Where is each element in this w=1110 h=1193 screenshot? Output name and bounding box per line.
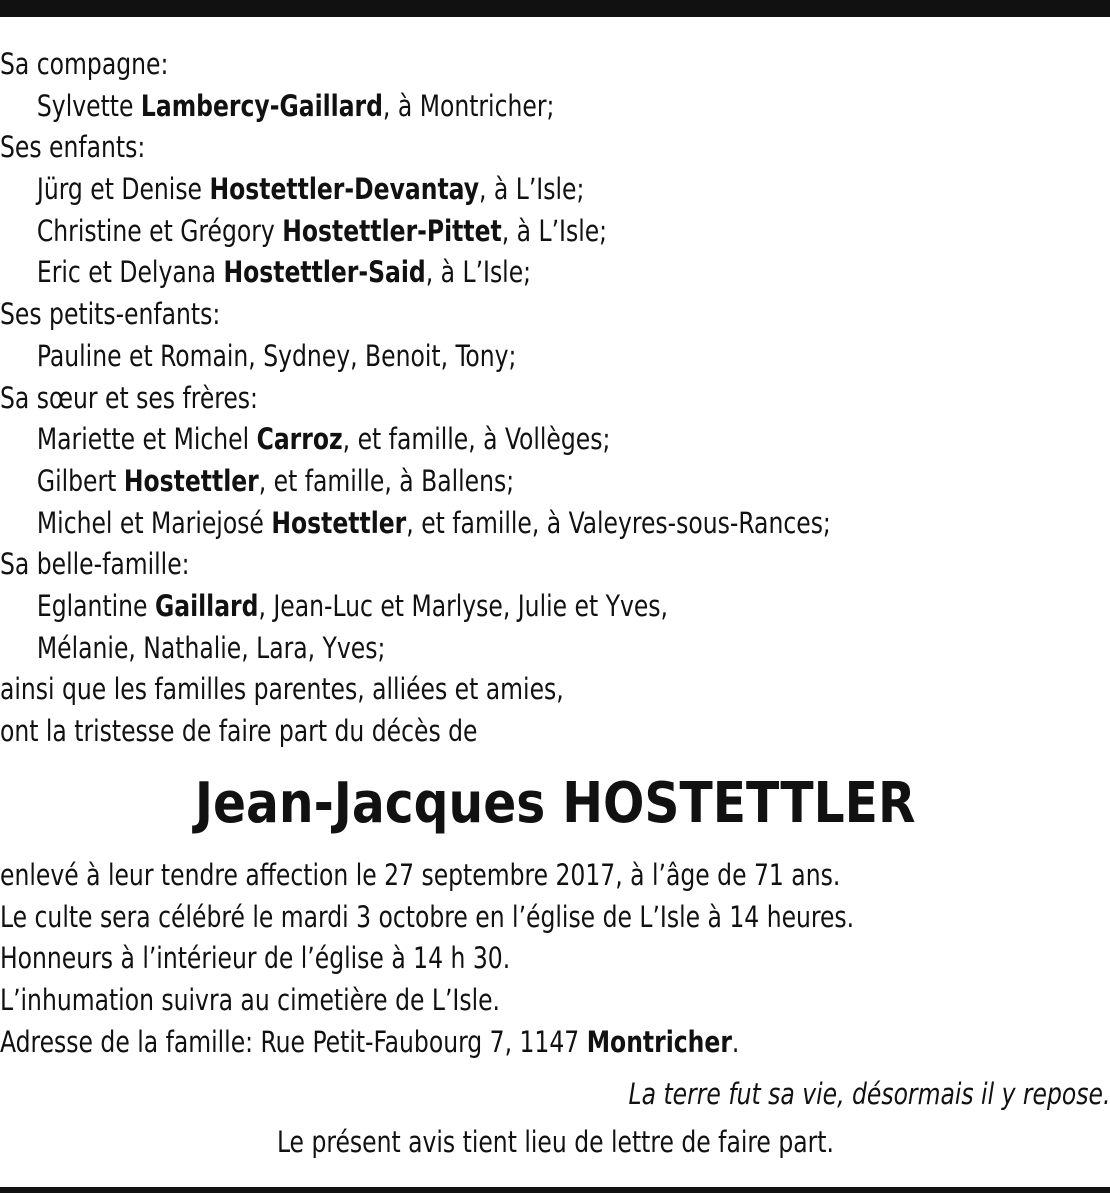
details-line: enlevé à leur tendre affection le 27 septembre 2017, à l’âge de 71 ans.: [0, 858, 841, 892]
sibling-entry: Gilbert Hostettler, et famille, à Ballens;: [36, 463, 515, 498]
inlaws-entry: Eglantine Gaillard, Jean-Luc et Marlyse, Julie et Yves,: [36, 588, 669, 623]
children-heading: Ses enfants:: [0, 130, 146, 165]
grandchildren-heading: Ses petits-enfants:: [0, 297, 221, 332]
grandchildren-entry: Pauline et Romain, Sydney, Benoit, Tony;: [36, 338, 517, 373]
inlaws-heading: Sa belle-famille:: [0, 547, 190, 582]
partner-heading: Sa compagne:: [0, 47, 169, 81]
sibling-entry: Mariette et Michel Carroz, et famille, à Vollèges;: [36, 422, 611, 457]
details-line: Honneurs à l’intérieur de l’église à 14 h 30.: [0, 941, 511, 976]
details-line: L’inhumation suivra au cimetière de L’Isle.: [0, 983, 501, 1018]
closing-line: ont la tristesse de faire part du décès de: [0, 714, 478, 748]
child-entry: Christine et Grégory Hostettler-Pittet, à L’Isle;: [36, 213, 608, 248]
bottom-rule: [0, 1187, 1110, 1193]
child-entry: Eric et Delyana Hostettler-Said, à L’Isle;: [36, 255, 532, 290]
details-line: Le culte sera célébré le mardi 3 octobre en l’église de L’Isle à 14 heures.: [0, 899, 855, 934]
partner-entry: Sylvette Lambercy-Gaillard, à Montricher;: [36, 88, 555, 123]
epitaph-quote: La terre fut sa vie, désormais il y repose.: [628, 1077, 1110, 1111]
funeral-details: [0, 855, 1110, 1063]
notice-text: Le présent avis tient lieu de lettre de faire part.: [276, 1125, 834, 1159]
closing-line: ainsi que les familles parentes, alliées et amies,: [0, 672, 564, 707]
family-address: Adresse de la famille: Rue Petit-Faubourg 7, 1147 Montricher.: [0, 1024, 740, 1059]
top-rule: [0, 0, 1110, 17]
deceased-block: [0, 766, 1110, 842]
sibling-entry: Michel et Mariejosé Hostettler, et famille, à Valeyres-sous-Rances;: [36, 505, 831, 540]
child-entry: Jürg et Denise Hostettler-Devantay, à L’Isle;: [36, 172, 585, 207]
siblings-heading: Sa sœur et ses frères:: [0, 380, 258, 415]
deceased-name: Jean-Jacques HOSTETTLER: [194, 771, 916, 836]
inlaws-entry: Mélanie, Nathalie, Lara, Yves;: [36, 630, 386, 665]
family-list: [0, 44, 1110, 753]
